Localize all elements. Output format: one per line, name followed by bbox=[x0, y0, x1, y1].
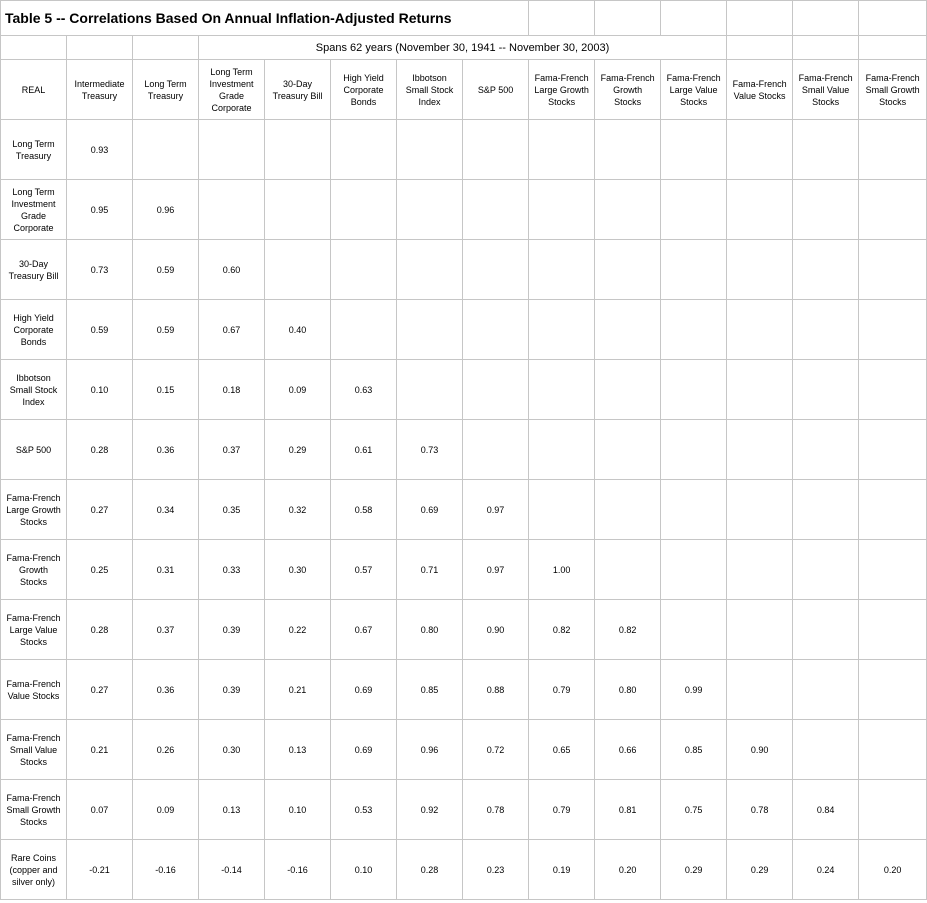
correlation-value: 0.58 bbox=[331, 480, 397, 540]
correlation-value: 0.10 bbox=[331, 840, 397, 900]
empty-cell bbox=[859, 180, 927, 240]
empty-cell bbox=[661, 600, 727, 660]
label-line: Bonds bbox=[350, 96, 377, 107]
label-line: Treasury bbox=[147, 90, 184, 101]
empty-cell bbox=[859, 1, 927, 36]
empty-cell bbox=[595, 180, 661, 240]
correlation-value: 0.29 bbox=[661, 840, 727, 900]
row-label bbox=[1, 480, 67, 540]
label-line: S&P 500 bbox=[477, 84, 514, 95]
correlation-value: 0.73 bbox=[67, 240, 133, 300]
empty-cell bbox=[727, 240, 793, 300]
label-line: 30-Day bbox=[18, 258, 48, 269]
table-row bbox=[1, 600, 927, 660]
label-line: Long Term bbox=[12, 138, 55, 149]
column-header bbox=[331, 60, 397, 120]
label-line: Fama-French bbox=[732, 78, 787, 89]
correlation-value: 0.81 bbox=[595, 780, 661, 840]
label-line: Index bbox=[22, 396, 45, 407]
empty-cell bbox=[793, 180, 859, 240]
empty-cell bbox=[859, 36, 927, 60]
column-header bbox=[727, 60, 793, 120]
correlation-value: 0.18 bbox=[199, 360, 265, 420]
row-label bbox=[1, 780, 67, 840]
empty-cell bbox=[793, 540, 859, 600]
label-line: Fama-French bbox=[865, 72, 920, 83]
table-row bbox=[1, 180, 927, 240]
label-line: Small Growth bbox=[6, 804, 61, 815]
column-header bbox=[661, 60, 727, 120]
column-header bbox=[529, 60, 595, 120]
label-line: Ibbotson bbox=[412, 72, 447, 83]
correlation-value: 0.23 bbox=[463, 840, 529, 900]
empty-cell bbox=[727, 540, 793, 600]
label-line: Stocks bbox=[812, 96, 840, 107]
empty-cell bbox=[859, 360, 927, 420]
row-label bbox=[1, 180, 67, 240]
correlation-value: 0.13 bbox=[265, 720, 331, 780]
table-row bbox=[1, 420, 927, 480]
empty-cell bbox=[595, 420, 661, 480]
empty-cell bbox=[661, 360, 727, 420]
empty-cell bbox=[727, 660, 793, 720]
label-line: Fama-French bbox=[6, 678, 61, 689]
label-line: Stocks bbox=[879, 96, 907, 107]
label-line: (copper and bbox=[9, 864, 58, 875]
label-line: Bonds bbox=[20, 336, 47, 347]
empty-cell bbox=[793, 720, 859, 780]
correlation-value: 0.36 bbox=[133, 420, 199, 480]
empty-cell bbox=[661, 300, 727, 360]
empty-cell bbox=[463, 360, 529, 420]
empty-cell bbox=[397, 300, 463, 360]
column-header bbox=[133, 60, 199, 120]
empty-cell bbox=[133, 36, 199, 60]
empty-cell bbox=[331, 120, 397, 180]
empty-cell bbox=[793, 300, 859, 360]
label-line: Value Stocks bbox=[7, 690, 60, 701]
correlation-value: 0.92 bbox=[397, 780, 463, 840]
column-header bbox=[199, 60, 265, 120]
correlation-value: 0.57 bbox=[331, 540, 397, 600]
correlation-value: 0.26 bbox=[133, 720, 199, 780]
correlation-value: 0.84 bbox=[793, 780, 859, 840]
empty-cell bbox=[793, 600, 859, 660]
empty-cell bbox=[529, 480, 595, 540]
correlation-value: 0.25 bbox=[67, 540, 133, 600]
label-line: Intermediate bbox=[74, 78, 125, 89]
empty-cell bbox=[529, 120, 595, 180]
empty-cell bbox=[133, 120, 199, 180]
label-line: Rare Coins bbox=[10, 852, 57, 863]
table-row bbox=[1, 240, 927, 300]
label-line: Fama-French bbox=[534, 72, 589, 83]
row-label bbox=[1, 420, 67, 480]
label-line: Large Value bbox=[669, 84, 718, 95]
empty-cell bbox=[463, 420, 529, 480]
correlation-value: 0.95 bbox=[67, 180, 133, 240]
correlation-value: -0.21 bbox=[67, 840, 133, 900]
correlation-value: 0.31 bbox=[133, 540, 199, 600]
label-line: Growth bbox=[18, 564, 48, 575]
empty-cell bbox=[331, 240, 397, 300]
label-line: silver only) bbox=[11, 876, 55, 887]
correlation-value: 0.67 bbox=[331, 600, 397, 660]
correlation-value: 0.60 bbox=[199, 240, 265, 300]
row-label bbox=[1, 540, 67, 600]
correlation-value: 0.99 bbox=[661, 660, 727, 720]
empty-cell bbox=[199, 120, 265, 180]
row-label bbox=[1, 300, 67, 360]
correlation-value: 0.29 bbox=[265, 420, 331, 480]
label-line: Corporate bbox=[13, 324, 54, 335]
column-header bbox=[463, 60, 529, 120]
empty-cell bbox=[463, 180, 529, 240]
row-label bbox=[1, 360, 67, 420]
label-line: Fama-French bbox=[6, 792, 61, 803]
empty-cell bbox=[859, 120, 927, 180]
row-label bbox=[1, 660, 67, 720]
label-line: Large Growth bbox=[6, 504, 61, 515]
correlation-value: 0.79 bbox=[529, 660, 595, 720]
correlation-value: 0.96 bbox=[133, 180, 199, 240]
label-line: Fama-French bbox=[6, 552, 61, 563]
title-row bbox=[1, 1, 927, 36]
label-line: High Yield bbox=[343, 72, 384, 83]
correlation-value: 0.19 bbox=[529, 840, 595, 900]
empty-cell bbox=[397, 120, 463, 180]
label-line: Value Stocks bbox=[733, 90, 786, 101]
table-row bbox=[1, 660, 927, 720]
empty-cell bbox=[859, 480, 927, 540]
empty-cell bbox=[793, 36, 859, 60]
correlation-value: 0.33 bbox=[199, 540, 265, 600]
empty-cell bbox=[331, 300, 397, 360]
label-line: Small Stock bbox=[9, 384, 58, 395]
empty-cell bbox=[793, 480, 859, 540]
empty-cell bbox=[199, 180, 265, 240]
correlation-value: 0.13 bbox=[199, 780, 265, 840]
label-line: Stocks bbox=[19, 576, 47, 587]
correlation-value: 0.59 bbox=[67, 300, 133, 360]
label-line: Investment bbox=[11, 198, 56, 209]
empty-cell bbox=[595, 1, 661, 36]
table-row bbox=[1, 120, 927, 180]
empty-cell bbox=[595, 360, 661, 420]
label-line: Corporate bbox=[343, 84, 384, 95]
empty-cell bbox=[463, 300, 529, 360]
correlation-value: 0.78 bbox=[727, 780, 793, 840]
empty-cell bbox=[661, 240, 727, 300]
correlation-value: 0.27 bbox=[67, 660, 133, 720]
correlation-value: 0.09 bbox=[133, 780, 199, 840]
correlation-value: 0.82 bbox=[529, 600, 595, 660]
correlation-value: 0.22 bbox=[265, 600, 331, 660]
empty-cell bbox=[793, 360, 859, 420]
correlation-value: 0.88 bbox=[463, 660, 529, 720]
empty-cell bbox=[793, 120, 859, 180]
correlation-value: 0.37 bbox=[199, 420, 265, 480]
correlation-value: 0.61 bbox=[331, 420, 397, 480]
label-line: Stocks bbox=[680, 96, 708, 107]
span-row bbox=[1, 36, 927, 60]
correlation-value: 0.66 bbox=[595, 720, 661, 780]
correlation-value: 0.65 bbox=[529, 720, 595, 780]
correlation-value: 0.85 bbox=[397, 660, 463, 720]
label-line: Stocks bbox=[19, 756, 47, 767]
table-title: Table 5 -- Correlations Based On Annual Inflation-Adjusted Returns bbox=[1, 1, 529, 36]
empty-cell bbox=[265, 120, 331, 180]
correlation-value: 0.20 bbox=[595, 840, 661, 900]
correlation-value: 0.96 bbox=[397, 720, 463, 780]
label-line: S&P 500 bbox=[15, 444, 52, 455]
correlation-value: 0.39 bbox=[199, 660, 265, 720]
label-line: Fama-French bbox=[798, 72, 853, 83]
correlation-value: 0.97 bbox=[463, 540, 529, 600]
empty-cell bbox=[397, 180, 463, 240]
empty-cell bbox=[265, 240, 331, 300]
label-line: Ibbotson bbox=[16, 372, 51, 383]
correlation-value: 0.53 bbox=[331, 780, 397, 840]
empty-cell bbox=[529, 180, 595, 240]
correlation-value: 0.28 bbox=[397, 840, 463, 900]
table-row bbox=[1, 300, 927, 360]
correlation-value: 0.90 bbox=[463, 600, 529, 660]
label-line: Small Stock bbox=[405, 84, 454, 95]
correlation-value: 0.28 bbox=[67, 420, 133, 480]
label-line: Small Value bbox=[9, 744, 58, 755]
correlation-value: 0.15 bbox=[133, 360, 199, 420]
table-row bbox=[1, 360, 927, 420]
row-label bbox=[1, 600, 67, 660]
label-line: Fama-French bbox=[6, 492, 61, 503]
row-label bbox=[1, 720, 67, 780]
empty-cell bbox=[661, 420, 727, 480]
label-line: Growth bbox=[613, 84, 643, 95]
correlation-value: 0.79 bbox=[529, 780, 595, 840]
empty-cell bbox=[727, 120, 793, 180]
label-line: Corporate bbox=[211, 102, 252, 113]
correlation-value: 0.34 bbox=[133, 480, 199, 540]
table-row bbox=[1, 540, 927, 600]
label-line: Stocks bbox=[19, 636, 47, 647]
correlation-value: 0.85 bbox=[661, 720, 727, 780]
column-header bbox=[67, 60, 133, 120]
empty-cell bbox=[727, 420, 793, 480]
label-line: Treasury bbox=[81, 90, 118, 101]
empty-cell bbox=[595, 300, 661, 360]
empty-cell bbox=[595, 240, 661, 300]
corner-label: REAL bbox=[1, 60, 67, 120]
correlation-value: 0.40 bbox=[265, 300, 331, 360]
correlation-value: 0.30 bbox=[199, 720, 265, 780]
empty-cell bbox=[265, 180, 331, 240]
correlation-value: 0.63 bbox=[331, 360, 397, 420]
column-header bbox=[397, 60, 463, 120]
correlation-value: 0.30 bbox=[265, 540, 331, 600]
empty-cell bbox=[793, 660, 859, 720]
row-label bbox=[1, 840, 67, 900]
correlation-value: 0.35 bbox=[199, 480, 265, 540]
correlation-value: 0.36 bbox=[133, 660, 199, 720]
column-header bbox=[265, 60, 331, 120]
empty-cell bbox=[529, 240, 595, 300]
label-line: Treasury bbox=[15, 150, 52, 161]
correlation-value: 0.71 bbox=[397, 540, 463, 600]
correlation-value: 0.72 bbox=[463, 720, 529, 780]
empty-cell bbox=[661, 180, 727, 240]
label-line: Large Growth bbox=[534, 84, 589, 95]
label-line: Treasury Bill bbox=[272, 90, 323, 101]
label-line: 30-Day bbox=[282, 78, 312, 89]
column-header-row bbox=[1, 60, 927, 120]
column-header bbox=[595, 60, 661, 120]
empty-cell bbox=[67, 36, 133, 60]
empty-cell bbox=[727, 36, 793, 60]
correlation-value: 0.73 bbox=[397, 420, 463, 480]
empty-cell bbox=[727, 180, 793, 240]
label-line: Large Value bbox=[9, 624, 58, 635]
empty-cell bbox=[859, 720, 927, 780]
correlation-value: 0.59 bbox=[133, 240, 199, 300]
empty-cell bbox=[595, 540, 661, 600]
empty-cell bbox=[463, 120, 529, 180]
correlation-value: 0.21 bbox=[265, 660, 331, 720]
empty-cell bbox=[529, 420, 595, 480]
correlation-value: 0.80 bbox=[397, 600, 463, 660]
label-line: Grade bbox=[218, 90, 244, 101]
correlation-value: -0.16 bbox=[265, 840, 331, 900]
label-line: Index bbox=[418, 96, 441, 107]
empty-cell bbox=[331, 180, 397, 240]
correlation-value: 0.10 bbox=[67, 360, 133, 420]
correlation-value: 0.37 bbox=[133, 600, 199, 660]
empty-cell bbox=[859, 420, 927, 480]
empty-cell bbox=[859, 600, 927, 660]
empty-cell bbox=[661, 1, 727, 36]
label-line: Stocks bbox=[19, 516, 47, 527]
correlation-value: -0.16 bbox=[133, 840, 199, 900]
correlation-value: 0.32 bbox=[265, 480, 331, 540]
empty-cell bbox=[661, 120, 727, 180]
empty-cell bbox=[529, 360, 595, 420]
column-header bbox=[793, 60, 859, 120]
label-line: Stocks bbox=[19, 816, 47, 827]
table-row bbox=[1, 840, 927, 900]
correlation-value: 0.24 bbox=[793, 840, 859, 900]
correlation-value: 0.67 bbox=[199, 300, 265, 360]
correlation-value: 1.00 bbox=[529, 540, 595, 600]
label-line: Stocks bbox=[548, 96, 576, 107]
correlation-value: 0.20 bbox=[859, 840, 927, 900]
empty-cell bbox=[529, 300, 595, 360]
empty-cell bbox=[793, 1, 859, 36]
label-line: Stocks bbox=[614, 96, 642, 107]
empty-cell bbox=[859, 240, 927, 300]
empty-cell bbox=[397, 240, 463, 300]
empty-cell bbox=[859, 780, 927, 840]
label-line: Investment bbox=[209, 78, 254, 89]
empty-cell bbox=[529, 1, 595, 36]
correlation-value: 0.90 bbox=[727, 720, 793, 780]
empty-cell bbox=[793, 420, 859, 480]
row-label bbox=[1, 120, 67, 180]
empty-cell bbox=[793, 240, 859, 300]
label-line: Small Growth bbox=[865, 84, 920, 95]
empty-cell bbox=[727, 360, 793, 420]
correlation-value: 0.27 bbox=[67, 480, 133, 540]
empty-cell bbox=[727, 300, 793, 360]
column-header bbox=[859, 60, 927, 120]
correlation-value: 0.39 bbox=[199, 600, 265, 660]
empty-cell bbox=[727, 480, 793, 540]
empty-cell bbox=[859, 540, 927, 600]
label-line: Grade bbox=[20, 210, 46, 221]
correlation-value: 0.82 bbox=[595, 600, 661, 660]
empty-cell bbox=[463, 240, 529, 300]
label-line: Corporate bbox=[13, 222, 54, 233]
empty-cell bbox=[859, 660, 927, 720]
label-line: Fama-French bbox=[6, 612, 61, 623]
correlation-value: -0.14 bbox=[199, 840, 265, 900]
correlation-value: 0.69 bbox=[397, 480, 463, 540]
label-line: Long Term bbox=[144, 78, 187, 89]
correlation-value: 0.69 bbox=[331, 660, 397, 720]
label-line: Fama-French bbox=[6, 732, 61, 743]
correlation-value: 0.21 bbox=[67, 720, 133, 780]
correlation-value: 0.09 bbox=[265, 360, 331, 420]
correlation-value: 0.28 bbox=[67, 600, 133, 660]
table-row bbox=[1, 480, 927, 540]
correlation-value: 0.78 bbox=[463, 780, 529, 840]
label-line: Fama-French bbox=[600, 72, 655, 83]
correlation-value: 0.59 bbox=[133, 300, 199, 360]
correlation-value: 0.80 bbox=[595, 660, 661, 720]
table-row bbox=[1, 720, 927, 780]
label-line: Small Value bbox=[801, 84, 850, 95]
row-label bbox=[1, 240, 67, 300]
table-row bbox=[1, 780, 927, 840]
label-line: Long Term bbox=[210, 66, 253, 77]
correlation-value: 0.69 bbox=[331, 720, 397, 780]
span-note: Spans 62 years (November 30, 1941 -- November 30, 2003) bbox=[199, 36, 727, 60]
label-line: High Yield bbox=[13, 312, 54, 323]
empty-cell bbox=[727, 1, 793, 36]
correlation-value: 0.10 bbox=[265, 780, 331, 840]
label-line: Fama-French bbox=[666, 72, 721, 83]
empty-cell bbox=[595, 480, 661, 540]
correlation-value: 0.29 bbox=[727, 840, 793, 900]
label-line: Treasury Bill bbox=[8, 270, 59, 281]
empty-cell bbox=[859, 300, 927, 360]
correlation-value: 0.07 bbox=[67, 780, 133, 840]
label-line: Long Term bbox=[12, 186, 55, 197]
correlation-value: 0.97 bbox=[463, 480, 529, 540]
empty-cell bbox=[661, 480, 727, 540]
correlation-value: 0.93 bbox=[67, 120, 133, 180]
empty-cell bbox=[397, 360, 463, 420]
empty-cell bbox=[661, 540, 727, 600]
correlation-value: 0.75 bbox=[661, 780, 727, 840]
empty-cell bbox=[1, 36, 67, 60]
empty-cell bbox=[727, 600, 793, 660]
empty-cell bbox=[595, 120, 661, 180]
